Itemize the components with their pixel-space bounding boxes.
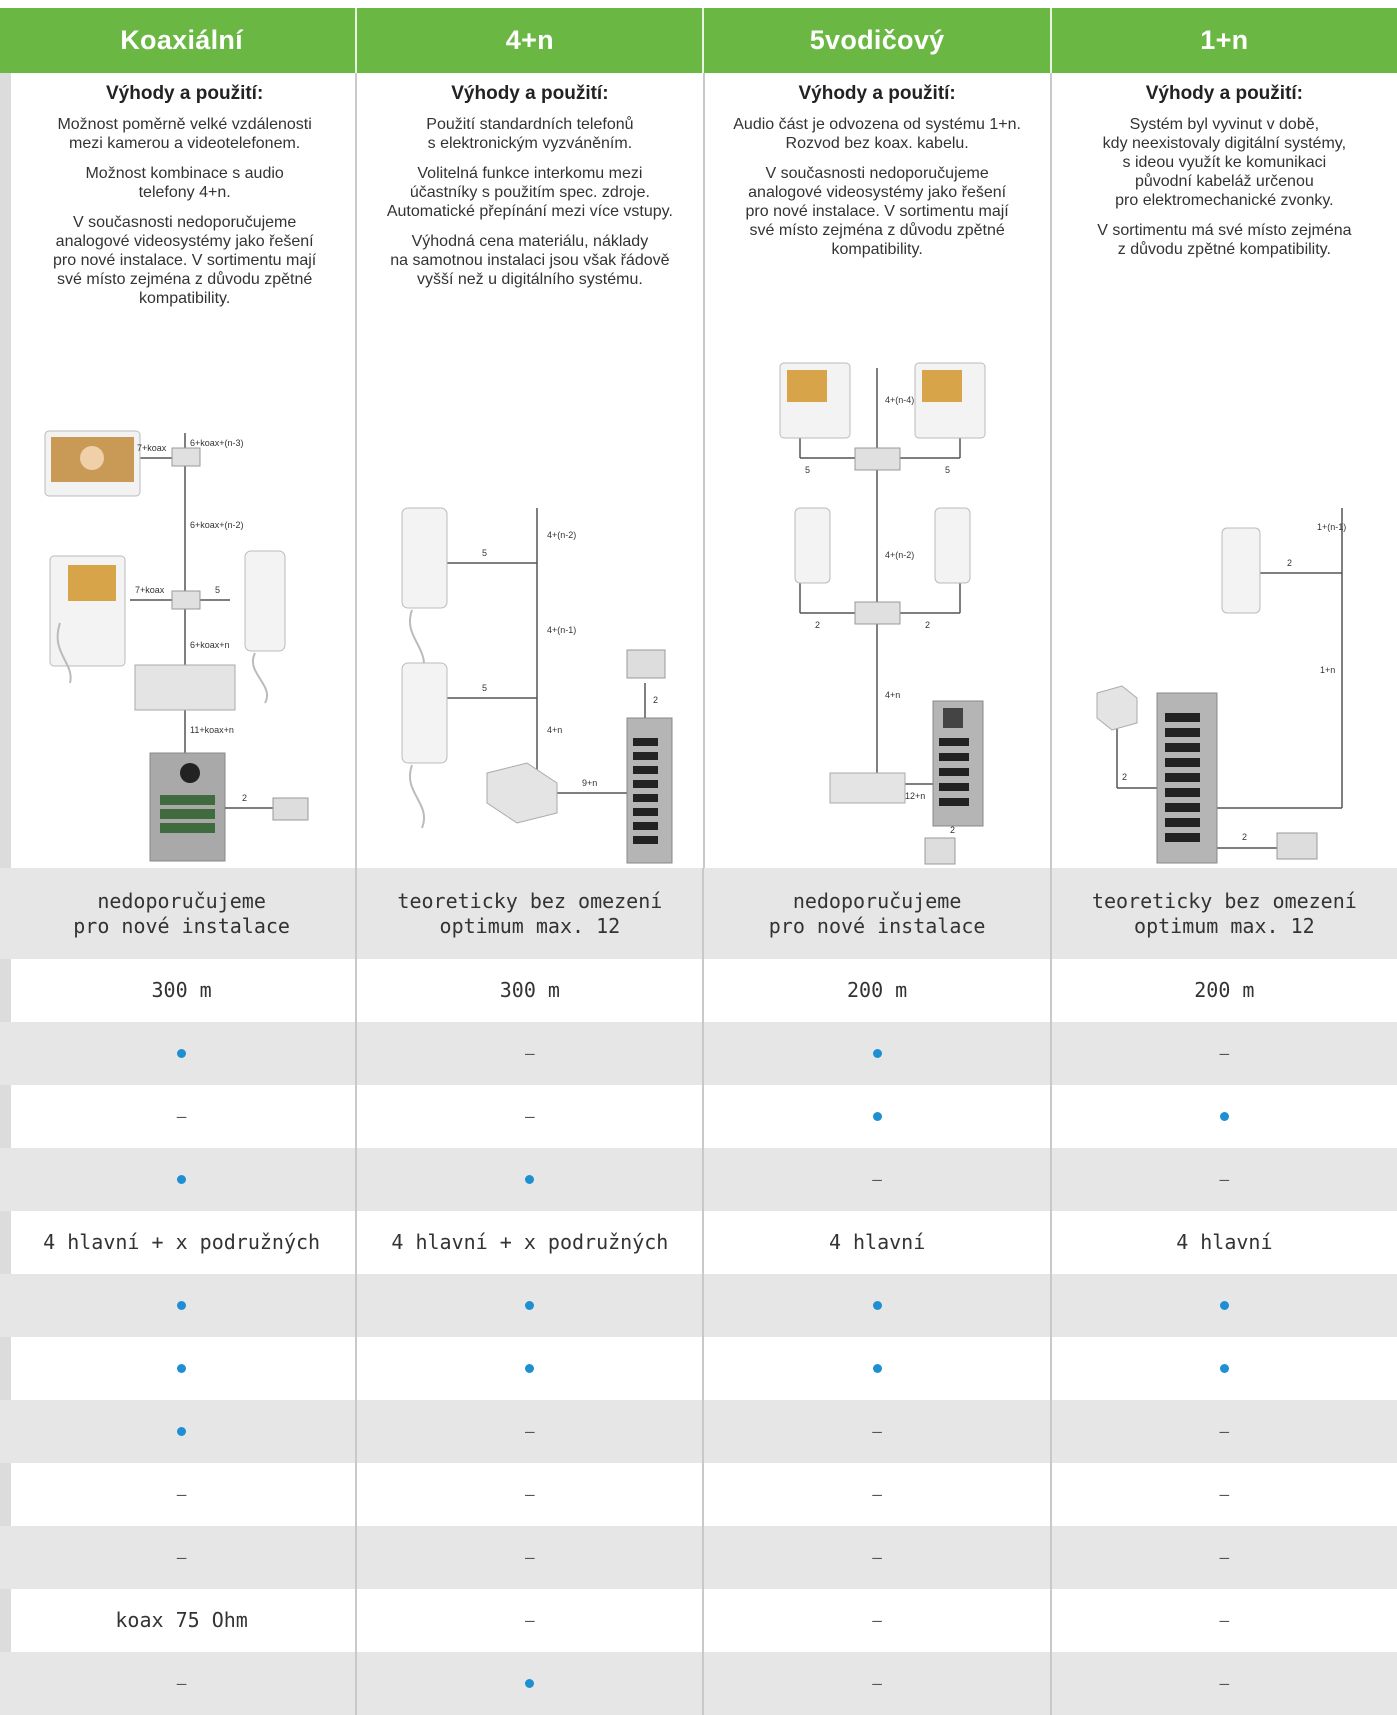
table-cell [702,1211,1049,1274]
table-row [0,1022,1397,1085]
table-row [0,1085,1397,1148]
table-cell [355,1400,702,1463]
not-supported-dash: – [525,1548,535,1567]
power-supply-icon [1097,686,1137,730]
description-paragraph: V současnosti nedoporučujeme analogové videosystémy jako řešení pro nové instalace. V sortimentu mají své místo zejména z důvodu zpětné kompatibility. [745,165,1009,258]
table-cell [1050,959,1397,1022]
table-cell [1050,1652,1397,1715]
diagram-label: 11+koax+n [190,725,234,735]
table-cell [1050,1589,1397,1652]
column-header-koaxialni [0,8,355,73]
table-row [0,1274,1397,1337]
door-lock-icon [1277,833,1317,859]
description-koaxialni [0,73,355,868]
not-supported-dash: – [176,1548,187,1567]
supported-dot-icon [525,1301,534,1310]
description-paragraph: V sortimentu má své místo zejména z důvodu zpětné kompatibility. [1097,222,1352,258]
diagram-label: 5 [482,683,488,693]
not-supported-dash: – [1219,1170,1230,1189]
table-cell [1050,1400,1397,1463]
table-row [0,1652,1397,1715]
wiring-diagram-svg [725,358,1035,868]
cell-value: 4 hlavní + x podružných [43,1230,321,1254]
description-paragraph: Audio část je odvozena od systému 1+n. Rozvod bez koax. kabelu. [733,116,1021,152]
description-paragraph: Použití standardních telefonů s elektronickým vyzváněním. [426,116,634,152]
supported-dot-icon [1220,1364,1229,1373]
table-cell [1050,1337,1397,1400]
diagram-label: 2 [1286,558,1292,568]
not-supported-dash: – [872,1170,882,1189]
table-cell [1050,1022,1397,1085]
table-cell [355,1085,702,1148]
diagram-label: 12+n [904,791,925,801]
spec-rows [0,868,1397,1715]
door-lock-icon [925,838,955,864]
description-heading: Výhody a použití: [106,83,264,104]
distributor-icon [172,591,200,609]
supported-dot-icon [177,1175,186,1184]
table-row [0,1148,1397,1211]
table-cell [355,868,702,959]
diagram-label: 2 [653,695,659,705]
table-cell [0,959,355,1022]
not-supported-dash: – [1219,1044,1230,1063]
audio-phone-icon [935,508,970,583]
description-paragraph: Volitelná funkce interkomu mezi účastníky s použitím spec. zdroje. Automatické přepínání mezi více vstupy. [386,165,673,220]
table-cell [1050,1463,1397,1526]
table-cell [702,1148,1049,1211]
table-cell [0,1274,355,1337]
not-supported-dash: – [176,1674,187,1693]
table-cell [355,1148,702,1211]
not-supported-dash: – [525,1107,535,1126]
table-cell [0,1211,355,1274]
not-supported-dash: – [176,1485,187,1504]
table-cell [355,1652,702,1715]
supported-dot-icon [177,1301,186,1310]
table-cell [1050,1274,1397,1337]
table-cell [702,1526,1049,1589]
table-cell [355,1274,702,1337]
comparison-table [0,8,1397,1715]
cell-value: 300 m [499,978,560,1002]
cell-value: 4 hlavní + x podružných [391,1230,669,1254]
description-paragraph: Možnost kombinace s audio telefony 4+n. [85,165,284,201]
not-supported-dash: – [176,1107,187,1126]
table-cell [1050,1148,1397,1211]
supported-dot-icon [873,1301,882,1310]
table-row [0,868,1397,959]
description-paragraph: Systém byl vyvinut v době, kdy neexistovaly digitální systémy, s ideou využít ke komunikaci původní kabeláž určenou pro elektromechanické zvonky. [1102,116,1347,209]
cell-value: koax 75 Ohm [115,1608,248,1632]
table-row [0,1589,1397,1652]
not-supported-dash: – [1219,1611,1230,1630]
supported-dot-icon [873,1112,882,1121]
audio-phone-icon [1222,528,1260,613]
audio-phone-icon [795,508,830,583]
description-heading: Výhody a použití: [1145,83,1303,104]
table-cell [702,1022,1049,1085]
cell-value: 300 m [151,978,212,1002]
diagram-label: 4+(n-2) [547,530,577,540]
diagram-label: 4+(n-2) [884,550,914,560]
table-cell [702,1463,1049,1526]
table-row [0,959,1397,1022]
column-header-5vodicovy [702,8,1049,73]
not-supported-dash: – [872,1611,882,1630]
cell-value: 200 m [1194,978,1255,1002]
distributor-icon [855,448,900,470]
description-5vodicovy [703,73,1050,868]
table-cell [702,959,1049,1022]
diagram-label: 5 [215,585,221,595]
supported-dot-icon [525,1679,534,1688]
supported-dot-icon [525,1175,534,1184]
diagram-label: 5 [804,465,810,475]
description-4n [355,73,702,868]
column-title: 4+n [505,25,554,55]
description-paragraph: Možnost poměrně velké vzdálenosti mezi kamerou a videotelefonem. [57,116,312,152]
table-cell [0,1526,355,1589]
table-cell [0,1337,355,1400]
power-supply-icon [830,773,905,803]
cell-value: 4 hlavní [828,1230,926,1254]
table-cell [702,1400,1049,1463]
column-title: 5vodičový [809,25,945,55]
table-cell [1050,868,1397,959]
description-paragraph: V současnosti nedoporučujeme analogové videosystémy jako řešení pro nové instalace. V sortimentu mají své místo zejména z důvodu zpětné kompatibility. [53,214,317,307]
table-cell [0,1148,355,1211]
table-cell [702,1274,1049,1337]
diagram-label: 4+n [547,725,563,735]
table-row [0,1400,1397,1463]
table-cell [0,1589,355,1652]
power-supply-icon [135,665,235,710]
diagram-label: 7+koax [135,585,165,595]
table-cell [702,1085,1049,1148]
column-title: Koaxiální [120,25,243,55]
table-cell [0,1400,355,1463]
cell-value: nedoporučujeme pro nové instalace [768,888,986,938]
table-row [0,1526,1397,1589]
diagram-label: 7+koax [137,443,167,453]
not-supported-dash: – [525,1611,535,1630]
column-header-4n [355,8,702,73]
description-1n [1050,73,1397,868]
supported-dot-icon [177,1427,186,1436]
diagram-label: 4+(n-4) [884,395,914,405]
cell-value: teoreticky bez omezení optimum max. 12 [1091,888,1357,938]
not-supported-dash: – [1219,1548,1230,1567]
table-row [0,1211,1397,1274]
table-cell [355,1337,702,1400]
power-supply-icon [487,763,557,823]
table-cell [355,959,702,1022]
audio-phone-icon [402,663,447,763]
diagram-label: 4+(n-1) [547,625,577,635]
supported-dot-icon [873,1049,882,1058]
not-supported-dash: – [1219,1422,1230,1441]
table-row [0,1463,1397,1526]
not-supported-dash: – [872,1548,882,1567]
wiring-diagram-5vodicovy [725,358,1030,868]
not-supported-dash: – [872,1674,882,1693]
diagram-label: 2 [1121,772,1127,782]
cell-value: 200 m [847,978,908,1002]
diagram-label: 9+n [582,778,598,788]
diagram-label: 2 [242,793,248,803]
not-supported-dash: – [872,1422,882,1441]
table-cell [0,1463,355,1526]
diagram-label: 5 [482,548,488,558]
audio-phone-icon [245,551,285,651]
not-supported-dash: – [1219,1485,1230,1504]
wiring-diagram-1n [1072,498,1377,868]
table-cell [0,1652,355,1715]
diagram-label: 6+koax+(n-2) [190,520,244,530]
table-cell [355,1589,702,1652]
diagram-label: 1+n [1319,665,1336,675]
table-cell [355,1526,702,1589]
table-cell [1050,1085,1397,1148]
header-row [0,8,1397,73]
not-supported-dash: – [525,1485,535,1504]
door-lock-icon [627,650,665,678]
table-cell [355,1211,702,1274]
table-cell [355,1022,702,1085]
table-cell [702,1652,1049,1715]
distributor-icon [855,602,900,624]
diagram-label: 6+koax+n [190,640,230,650]
diagram-label: 1+(n-1) [1316,522,1347,532]
table-cell [0,1022,355,1085]
not-supported-dash: – [525,1044,535,1063]
cell-value: teoreticky bez omezení optimum max. 12 [397,888,663,938]
not-supported-dash: – [1219,1674,1230,1693]
audio-phone-icon [402,508,447,608]
table-cell [702,868,1049,959]
diagram-label: 2 [1241,832,1247,842]
diagram-label: 6+koax+(n-3) [190,438,244,448]
cell-value: 4 hlavní [1176,1230,1273,1254]
wiring-diagram-svg [20,423,330,868]
diagram-label: 2 [949,825,955,835]
description-heading: Výhody a použití: [451,83,609,104]
supported-dot-icon [177,1049,186,1058]
description-row [0,73,1397,868]
table-cell [702,1589,1049,1652]
supported-dot-icon [1220,1301,1229,1310]
supported-dot-icon [873,1364,882,1373]
wiring-diagram-4n [377,498,682,868]
not-supported-dash: – [525,1422,535,1441]
cell-value: nedoporučujeme pro nové instalace [73,888,290,938]
wiring-diagram-koaxialni [20,423,335,868]
diagram-label: 2 [924,620,930,630]
distributor-icon [172,448,200,466]
supported-dot-icon [525,1364,534,1373]
not-supported-dash: – [872,1485,882,1504]
table-cell [1050,1526,1397,1589]
column-header-1n [1050,8,1397,73]
diagram-label: 5 [944,465,950,475]
table-cell [702,1337,1049,1400]
table-cell [355,1463,702,1526]
wiring-diagram-svg [1072,498,1382,868]
description-paragraph: Výhodná cena materiálu, náklady na samotnou instalaci jsou však řádově vyšší než u digitálního systému. [390,233,670,288]
supported-dot-icon [177,1364,186,1373]
column-title: 1+n [1200,25,1249,55]
table-cell [0,1085,355,1148]
door-lock-icon [273,798,308,820]
description-heading: Výhody a použití: [798,83,956,104]
supported-dot-icon [1220,1112,1229,1121]
table-row [0,1337,1397,1400]
diagram-label: 4+n [884,690,900,700]
table-cell [1050,1211,1397,1274]
diagram-label: 2 [814,620,820,630]
wiring-diagram-svg [377,498,687,868]
table-cell [0,868,355,959]
